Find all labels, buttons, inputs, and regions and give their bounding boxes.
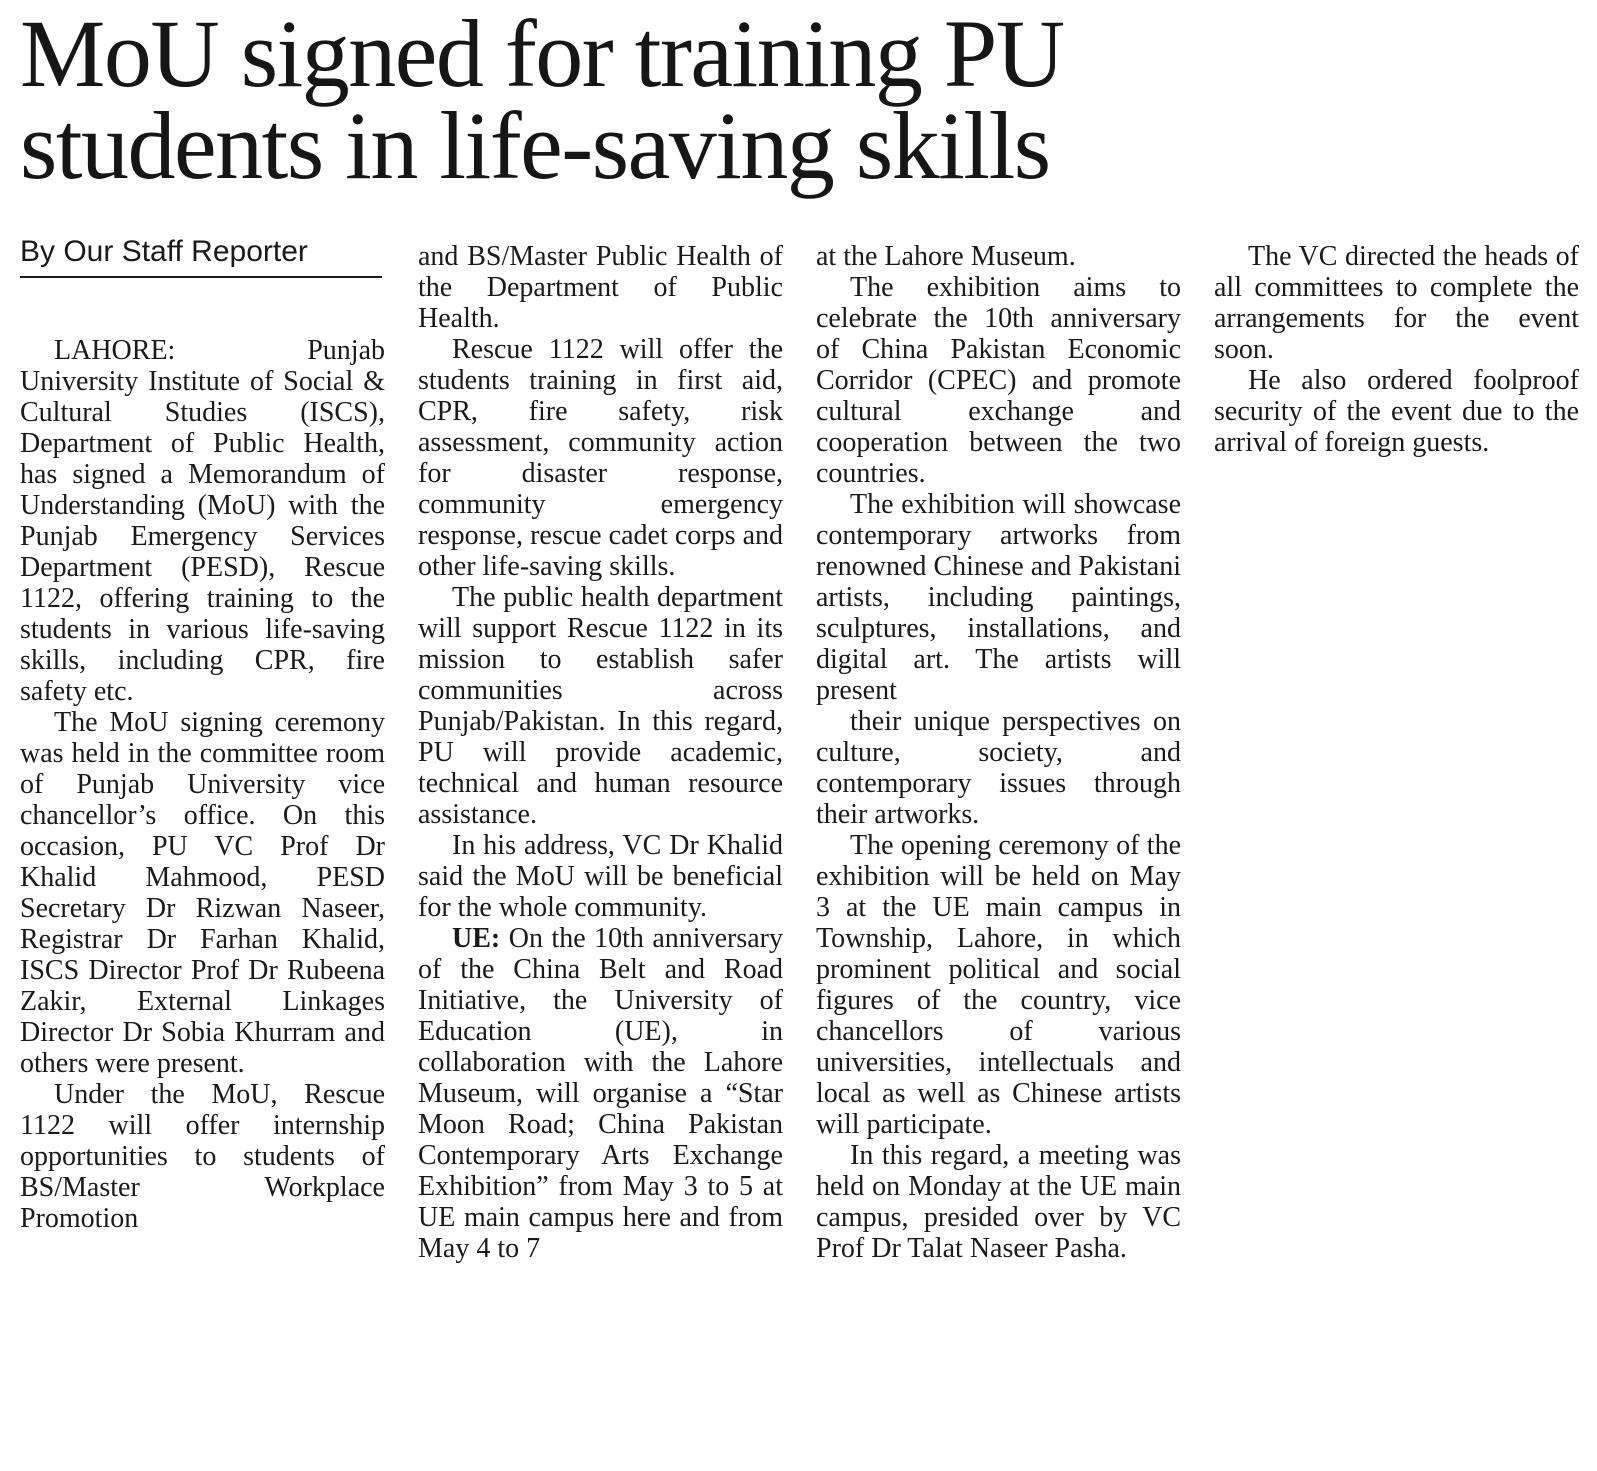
section-kicker: UE: [452,923,501,954]
paragraph: their unique perspectives on culture, society, and contemporary issues through their artworks. [816,706,1181,830]
paragraph: LAHORE: Punjab University Institute of Social & Cultural Studies (ISCS), Department of Public Health, has signed a Memorandum of Understanding (MoU) with the Punjab Emergency Services Department (PESD), Rescue 1122, offering training to the students in various life-saving skills, including CPR, fire safety etc. [20,335,385,707]
paragraph: The MoU signing ceremony was held in the committee room of Punjab University vice chancellor’s office. On this occasion, PU VC Prof Dr Khalid Mahmood, PESD Secretary Dr Rizwan Naseer, Registrar Dr Farhan Khalid, ISCS Director Prof Dr Rubeena Zakir, External Linkages Director Dr Sobia Khurram and others were present. [20,707,385,1079]
article-column-3 [816,241,1181,1264]
headline-line-1: MoU signed for training PU [20,0,1064,107]
paragraph: In his address, VC Dr Khalid said the MoU will be beneficial for the whole community. [418,830,783,923]
paragraph: The opening ceremony of the exhibition will be held on May 3 at the UE main campus in Township, Lahore, in which prominent political and social figures of the country, vice chancellors of various universities, intellectuals and local as well as Chinese artists will participate. [816,830,1181,1140]
paragraph: Under the MoU, Rescue 1122 will offer internship opportunities to students of BS/Master Workplace Promotion [20,1079,385,1234]
headline [20,0,1580,199]
paragraph: The exhibition will showcase contemporary artworks from renowned Chinese and Pakistani artists, including paintings, sculptures, installations, and digital art. The artists will present [816,489,1181,706]
paragraph: and BS/Master Public Health of the Department of Public Health. [418,241,783,334]
headline-line-2: students in life-saving skills [20,92,1050,199]
article-column-2 [418,241,783,1264]
paragraph: In this regard, a meeting was held on Monday at the UE main campus, presided over by VC Prof Dr Talat Naseer Pasha. [816,1140,1181,1264]
article-column-4 [1214,241,1579,458]
paragraph: at the Lahore Museum. [816,241,1076,272]
paragraph: He also ordered foolproof security of the event due to the arrival of foreign guests. [1214,365,1579,458]
article-column-1 [20,335,385,1234]
paragraph: The public health department will support Rescue 1122 in its mission to establish safer communities across Punjab/Pakistan. In this regard, PU will provide academic, technical and human resource assistance. [418,582,783,830]
paragraph: The exhibition aims to celebrate the 10th anniversary of China Pakistan Economic Corridor (CPEC) and promote cultural exchange and cooperation between the two countries. [816,272,1181,489]
paragraph [418,923,783,1264]
byline: By Our Staff Reporter [20,234,382,278]
paragraph: The VC directed the heads of all committees to complete the arrangements for the event soon. [1214,241,1579,365]
paragraph: Rescue 1122 will offer the students training in first aid, CPR, fire safety, risk assessment, community action for disaster response, community emergency response, rescue cadet corps and other life-saving skills. [418,334,783,582]
paragraph-text: On the 10th anniversary of the China Belt and Road Initiative, the University of Education (UE), in collaboration with the Lahore Museum, will organise a “Star Moon Road; China Pakistan Contemporary Arts Exchange Exhibition” from May 3 to 5 at UE main campus here and from May 4 to 7 [418,923,783,1264]
